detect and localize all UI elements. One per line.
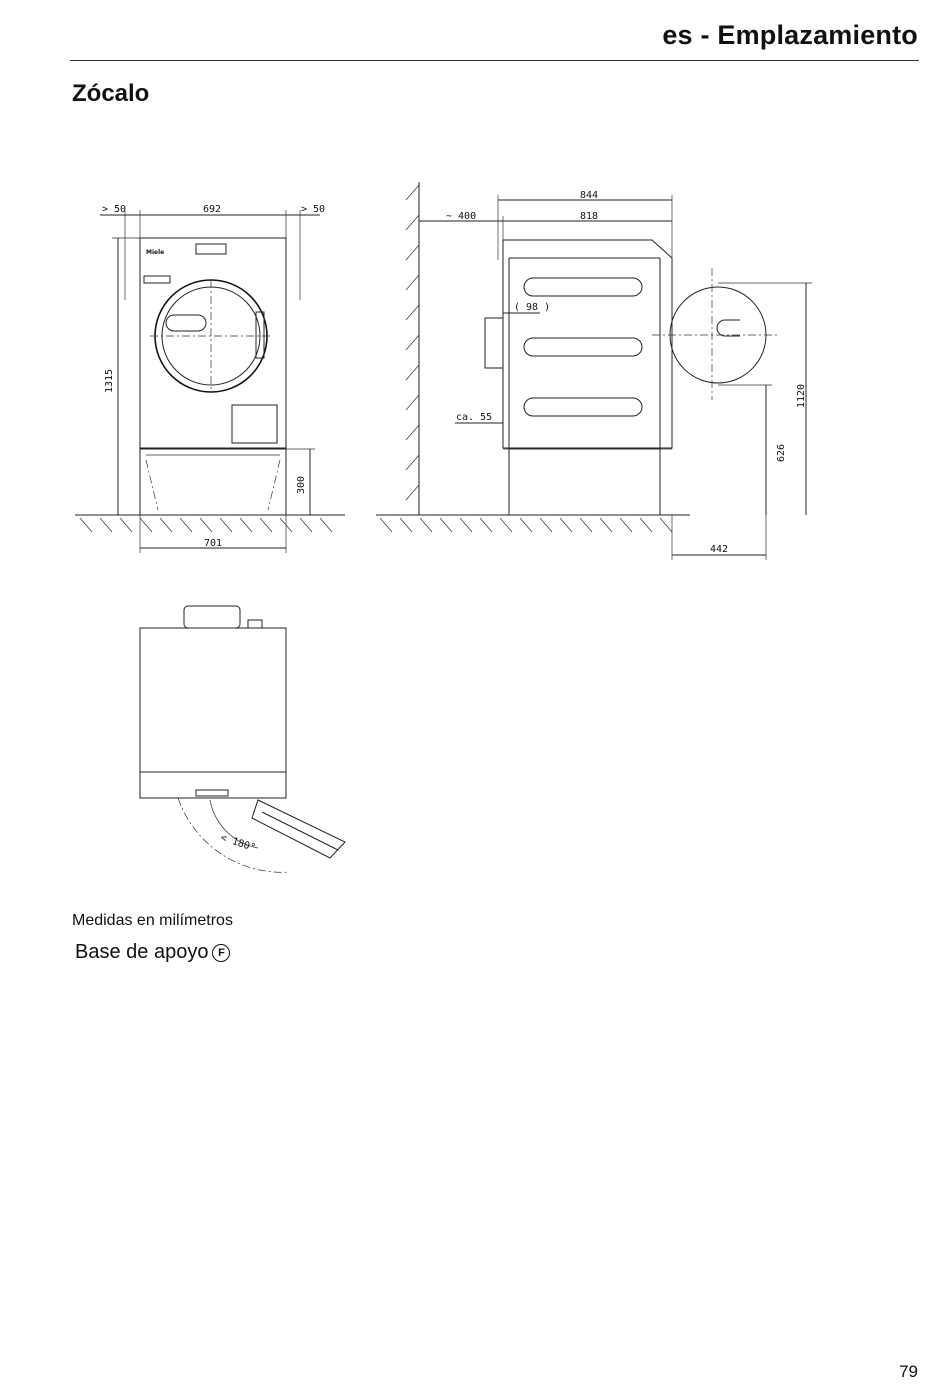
base-caption-label: Base de apoyo <box>75 941 209 963</box>
front-service-flap <box>232 405 277 443</box>
side-vent-slot <box>524 278 642 296</box>
side-floor-hatch <box>380 518 672 532</box>
front-floor-hatch <box>80 518 332 532</box>
side-base <box>509 449 660 515</box>
front-control-panel <box>144 276 170 283</box>
side-rear-connection <box>485 318 503 368</box>
side-wall-hatch <box>406 185 419 500</box>
side-view <box>376 182 812 560</box>
dim-side-depth-total: 844 <box>580 190 599 201</box>
dim-side-depth-body: 818 <box>580 211 599 222</box>
top-rear-connection <box>184 606 240 628</box>
dim-side-door-extent: 442 <box>710 544 729 555</box>
dim-top-door-angle: < 180° <box>219 832 257 855</box>
dim-front-base-width: 701 <box>204 538 223 549</box>
side-vent-slot <box>524 398 642 416</box>
front-display <box>196 244 226 254</box>
dim-side-door-height: 1120 <box>796 383 807 408</box>
dim-side-wall-distance: ~ 400 <box>446 211 477 222</box>
dim-side-door-offset: ( 98 ) <box>514 302 551 313</box>
top-display <box>196 790 228 796</box>
base-caption <box>75 941 230 964</box>
page-header-title: es - Emplazamiento <box>662 20 918 50</box>
front-drum-paddle <box>166 315 206 331</box>
top-front-panel <box>140 772 286 798</box>
top-rear-port <box>248 620 262 628</box>
dim-front-base-height: 300 <box>296 475 307 494</box>
dim-side-door-center: 626 <box>776 443 787 462</box>
dim-front-width: 692 <box>203 204 222 215</box>
dim-front-height: 1315 <box>104 368 115 393</box>
side-machine-body <box>503 240 672 448</box>
top-view <box>140 606 345 872</box>
page-number: 79 <box>899 1362 918 1381</box>
section-title: Zócalo <box>72 80 150 107</box>
side-door-handle <box>717 320 740 336</box>
front-logo: Miele <box>146 249 165 256</box>
top-machine-body <box>140 628 286 772</box>
dim-front-clearance-right: > 50 <box>301 204 326 215</box>
dim-side-rear-clearance: ca. 55 <box>456 412 493 423</box>
front-view <box>75 204 345 553</box>
dim-front-clearance-left: > 50 <box>102 204 127 215</box>
front-base <box>140 449 286 515</box>
side-vent-slot <box>524 338 642 356</box>
measurement-caption: Medidas en milímetros <box>72 912 233 929</box>
base-badge-icon: F <box>212 944 230 962</box>
top-open-door <box>252 800 345 858</box>
